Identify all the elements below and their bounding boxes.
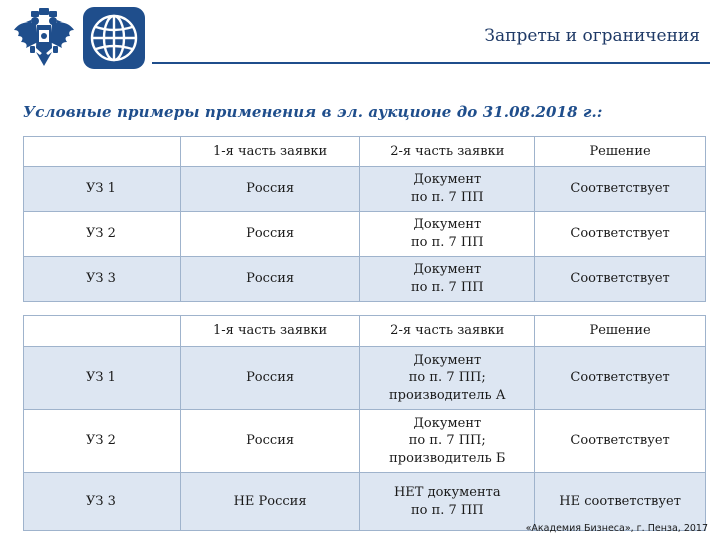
table-header-row bbox=[24, 137, 706, 167]
cell-line: Документ bbox=[413, 415, 482, 431]
cell-line: по п. 7 ПП bbox=[410, 235, 484, 250]
cell-part1: Россия bbox=[180, 347, 360, 410]
row-label: УЗ 2 bbox=[24, 212, 181, 257]
cell-part2 bbox=[360, 410, 535, 473]
cell-decision: Соответствует bbox=[535, 347, 706, 410]
cell-part2 bbox=[360, 257, 535, 302]
table-row bbox=[24, 410, 706, 473]
header-divider bbox=[152, 62, 710, 64]
row-label: УЗ 3 bbox=[24, 257, 181, 302]
header-cell-part1: 1-я часть заявки bbox=[180, 137, 360, 167]
section-subtitle: Условные примеры применения в эл. аукционе до 31.08.2018 г.: bbox=[23, 103, 603, 121]
row-label: УЗ 2 bbox=[24, 410, 181, 473]
cell-line: Документ bbox=[413, 352, 482, 368]
cell-line: по п. 7 ПП bbox=[410, 502, 484, 518]
header-cell-decision: Решение bbox=[535, 316, 706, 347]
cell-part2 bbox=[360, 473, 535, 531]
cell-line: производитель Б bbox=[389, 450, 506, 466]
table-row bbox=[24, 167, 706, 212]
russian-eagle-emblem-icon bbox=[12, 8, 76, 68]
header-cell-empty bbox=[24, 316, 181, 347]
cell-decision: Соответствует bbox=[535, 212, 706, 257]
header-cell-part1: 1-я часть заявки bbox=[180, 316, 360, 347]
row-label: УЗ 3 bbox=[24, 473, 181, 531]
cell-line: по п. 7 ПП; bbox=[408, 370, 486, 386]
cell-part2 bbox=[360, 212, 535, 257]
header-cell-part2: 2-я часть заявки bbox=[360, 316, 535, 347]
table-row bbox=[24, 347, 706, 410]
cell-line: Документ bbox=[413, 217, 482, 233]
cell-decision: НЕ соответствует bbox=[535, 473, 706, 531]
cell-part1: Россия bbox=[180, 212, 360, 257]
cell-line: по п. 7 ПП bbox=[410, 280, 484, 295]
header-cell-decision: Решение bbox=[535, 137, 706, 167]
table-row bbox=[24, 257, 706, 302]
cell-line: производитель А bbox=[388, 387, 506, 403]
row-label: УЗ 1 bbox=[24, 347, 181, 410]
cell-part1: Россия bbox=[180, 257, 360, 302]
row-label: УЗ 1 bbox=[24, 167, 181, 212]
cell-line: по п. 7 ПП bbox=[410, 190, 484, 205]
auction-example-table-1 bbox=[23, 136, 706, 302]
auction-example-table-2 bbox=[23, 315, 706, 531]
cell-part2 bbox=[360, 167, 535, 212]
cell-decision: Соответствует bbox=[535, 167, 706, 212]
cell-line: по п. 7 ПП; bbox=[408, 433, 486, 449]
slide-title: Запреты и ограничения bbox=[484, 26, 700, 46]
cell-line: Документ bbox=[413, 262, 482, 278]
table-header-row bbox=[24, 316, 706, 347]
cell-part1: НЕ Россия bbox=[180, 473, 360, 531]
header-cell-part2: 2-я часть заявки bbox=[360, 137, 535, 167]
cell-decision: Соответствует bbox=[535, 410, 706, 473]
cell-decision: Соответствует bbox=[535, 257, 706, 302]
cell-part1: Россия bbox=[180, 410, 360, 473]
header-cell-empty bbox=[24, 137, 181, 167]
table-row bbox=[24, 473, 706, 531]
cell-line: НЕТ документа bbox=[393, 484, 501, 500]
footer-credit: «Академия Бизнеса», г. Пенза, 2017 bbox=[525, 523, 708, 534]
cell-part2 bbox=[360, 347, 535, 410]
cell-line: Документ bbox=[413, 172, 482, 188]
cell-part1: Россия bbox=[180, 167, 360, 212]
globe-icon bbox=[83, 7, 145, 69]
table-row bbox=[24, 212, 706, 257]
